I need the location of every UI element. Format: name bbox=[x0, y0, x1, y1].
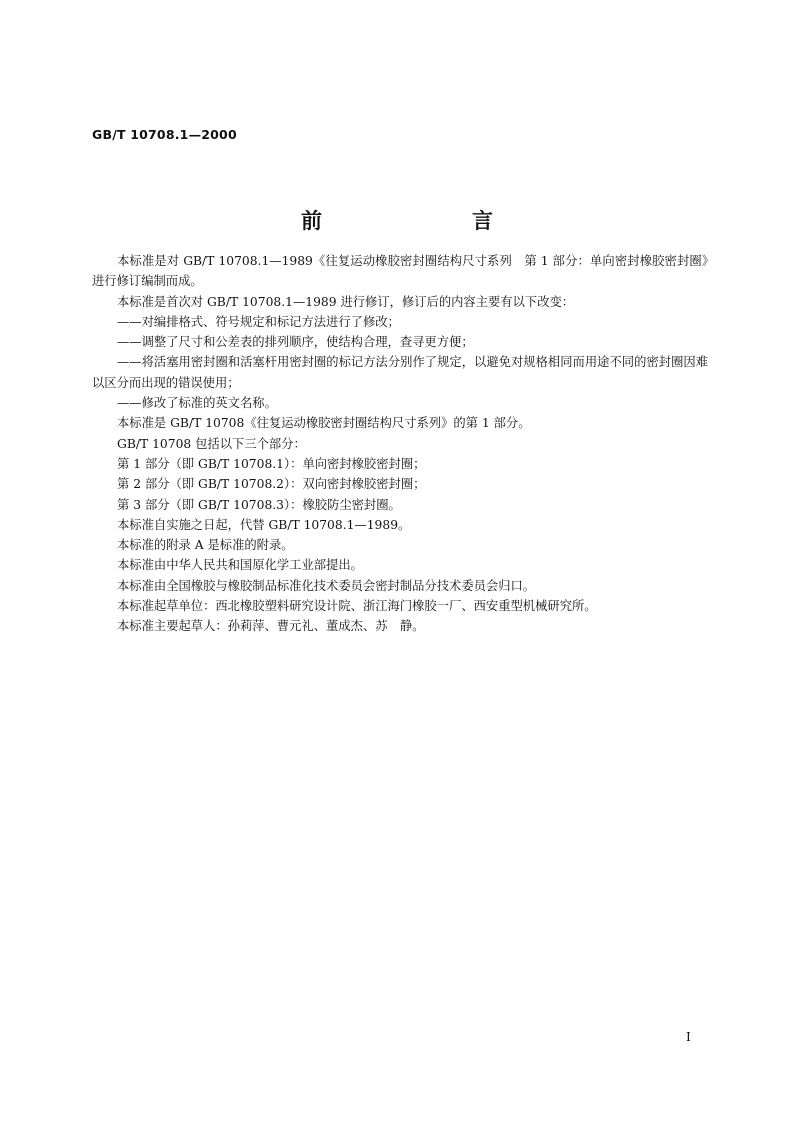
list-item-change-english-name: ——修改了标准的英文名称。 bbox=[117, 396, 277, 411]
list-item-change-tables: ——调整了尺寸和公差表的排列顺序，使结构合理，查寻更方便； bbox=[117, 335, 474, 350]
paragraph-committee: 本标准由全国橡胶与橡胶制品标准化技术委员会密封制品分技术委员会归口。 bbox=[117, 578, 536, 593]
list-item-change-format: ——对编排格式、符号规定和标记方法进行了修改； bbox=[117, 314, 400, 329]
standard-code: GB/T 10708.1—2000 bbox=[92, 127, 237, 142]
paragraph-drafting-units: 本标准起草单位：西北橡胶塑料研究设计院、浙江海门橡胶一厂、西安重型机械研究所。 bbox=[117, 599, 597, 614]
foreword-body bbox=[92, 251, 708, 637]
paragraph-appendix: 本标准的附录 A 是标准的附录。 bbox=[117, 538, 294, 553]
list-item-part-3: 第 3 部分（即 GB/T 10708.3）：橡胶防尘密封圈。 bbox=[117, 497, 401, 512]
list-item-part-2: 第 2 部分（即 GB/T 10708.2）：双向密封橡胶密封圈； bbox=[117, 477, 426, 492]
paragraph-series-part: 本标准是 GB/T 10708《往复运动橡胶密封圈结构尺寸系列》的第 1 部分。 bbox=[117, 416, 531, 431]
paragraph-revision-basis: 本标准是对 GB/T 10708.1—1989《往复运动橡胶密封圈结构尺寸系列 第 1 部分：单向密封橡胶密封圈》进行修订编制而成。 bbox=[92, 254, 708, 289]
paragraph-parts-intro: GB/T 10708 包括以下三个部分： bbox=[117, 436, 306, 451]
paragraph-drafters: 本标准主要起草人：孙莉萍、曹元礼、董成杰、苏 静。 bbox=[117, 619, 425, 634]
page-number: I bbox=[686, 1030, 691, 1044]
list-item-change-marking: ——将活塞用密封圈和活塞杆用密封圈的标记方法分别作了规定，以避免对规格相同而用途不同的密封圈因难以区分而出现的错误使用； bbox=[92, 355, 708, 390]
paragraph-replaces: 本标准自实施之日起，代替 GB/T 10708.1—1989。 bbox=[117, 517, 411, 532]
paragraph-changes-intro: 本标准是首次对 GB/T 10708.1—1989 进行修订，修订后的内容主要有以下改变： bbox=[117, 294, 575, 309]
list-item-part-1: 第 1 部分（即 GB/T 10708.1）：单向密封橡胶密封圈； bbox=[117, 456, 426, 471]
page-title: 前 言 bbox=[301, 208, 529, 233]
paragraph-proposer: 本标准由中华人民共和国原化学工业部提出。 bbox=[117, 558, 363, 573]
